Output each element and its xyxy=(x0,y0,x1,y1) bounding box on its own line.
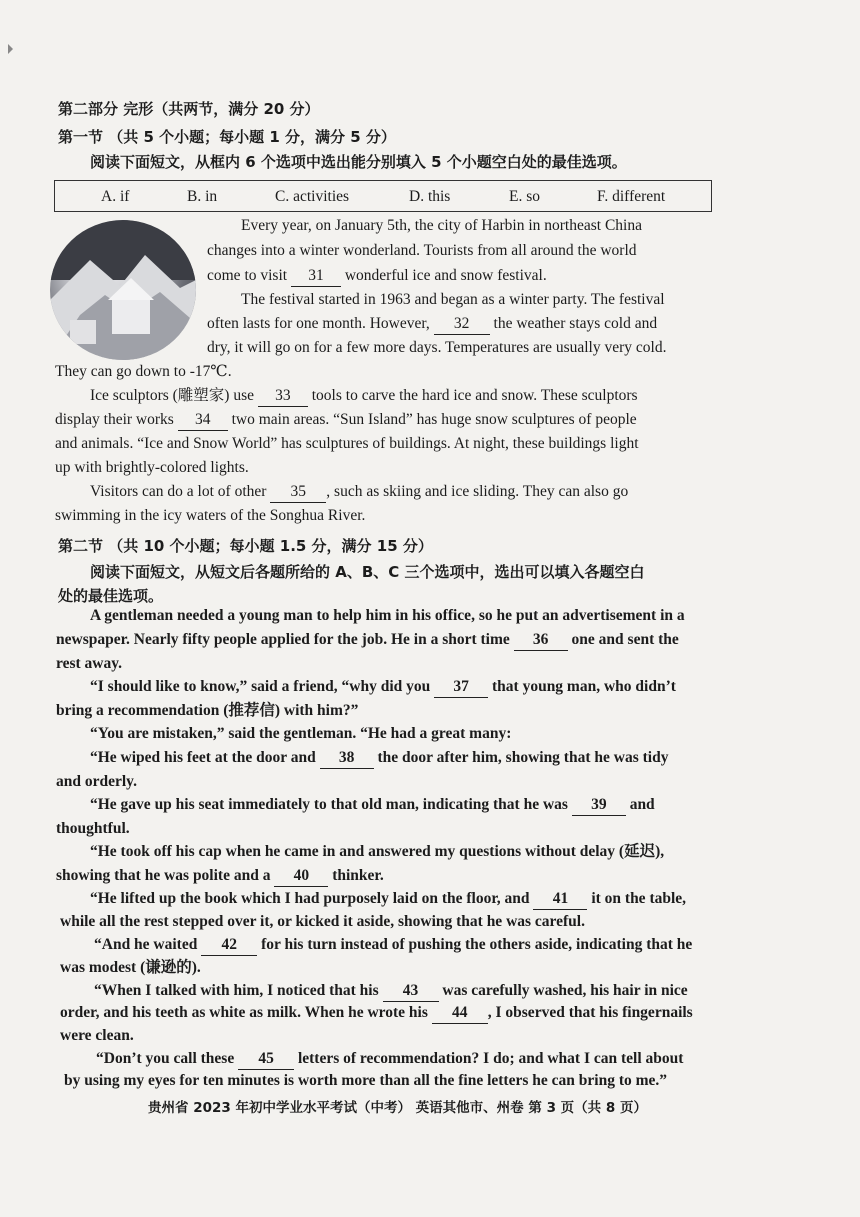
options-box xyxy=(54,180,712,212)
blank-39[interactable]: 39 xyxy=(572,795,626,816)
blank-33[interactable]: 33 xyxy=(258,386,308,407)
section2-title: 第二节 （共 10 个小题；每小题 1.5 分，满分 15 分） xyxy=(58,537,433,555)
passage2-line: was modest (谦逊的). xyxy=(60,959,201,976)
passage1-line: Every year, on January 5th, the city of Harbin in northeast China xyxy=(241,217,642,234)
passage2-line: while all the rest stepped over it, or kicked it aside, showing that he was careful. xyxy=(60,913,585,930)
passage2-line: “He took off his cap when he came in and answered my questions without delay (延迟), xyxy=(90,843,665,860)
passage2-line: newspaper. Nearly fifty people applied for the job. He in a short time 36 one and sent the xyxy=(56,630,679,651)
passage1-line: and animals. “Ice and Snow World” has sculptures of buildings. At night, these buildings light xyxy=(55,435,639,452)
passage2-line: were clean. xyxy=(60,1027,134,1044)
passage2-line: “He wiped his feet at the door and 38 the door after him, showing that he was tidy xyxy=(90,748,668,769)
passage2-line: “Don’t you call these 45 letters of recommendation? I do; and what I can tell about xyxy=(96,1049,683,1070)
blank-31[interactable]: 31 xyxy=(291,266,341,287)
passage1-line: changes into a winter wonderland. Tourists from all around the world xyxy=(207,242,637,259)
page-footer: 贵州省 2023 年初中学业水平考试（中考） 英语其他市、州卷 第 3 页（共 8 页） xyxy=(148,1100,647,1116)
passage2-line: “You are mistaken,” said the gentleman. “He had a great many: xyxy=(90,725,512,742)
passage2-line: “He lifted up the book which I had purposely laid on the floor, and 41 it on the table, xyxy=(90,889,686,910)
blank-41[interactable]: 41 xyxy=(533,889,587,910)
section1-instruction: 阅读下面短文，从框内 6 个选项中选出能分别填入 5 个小题空白处的最佳选项。 xyxy=(90,153,627,171)
corner-mark xyxy=(8,44,13,54)
option-a: A. if xyxy=(101,188,130,205)
blank-34[interactable]: 34 xyxy=(178,410,228,431)
blank-35[interactable]: 35 xyxy=(270,482,326,503)
harbin-ice-festival-photo xyxy=(50,220,196,360)
passage2-line: thoughtful. xyxy=(56,820,130,837)
section2-instruction: 阅读下面短文，从短文后各题所给的 A、B、C 三个选项中，选出可以填入各题空白 xyxy=(90,563,645,581)
passage2-line: “When I talked with him, I noticed that his 43 was carefully washed, his hair in nice xyxy=(94,981,688,1002)
part2-title: 第二部分 完形（共两节，满分 20 分） xyxy=(58,100,320,118)
option-d: D. this xyxy=(409,188,451,205)
passage1-line: display their works 34 two main areas. “Sun Island” has huge snow sculptures of people xyxy=(55,410,637,431)
passage2-line: order, and his teeth as white as milk. When he wrote his 44 , I observed that his fingernails xyxy=(60,1003,693,1024)
blank-36[interactable]: 36 xyxy=(514,630,568,651)
passage2-line: “I should like to know,” said a friend, “why did you 37 that young man, who didn’t xyxy=(90,677,676,698)
passage2-line: and orderly. xyxy=(56,773,137,790)
blank-45[interactable]: 45 xyxy=(238,1049,294,1070)
option-c: C. activities xyxy=(275,188,350,205)
passage1-line: up with brightly-colored lights. xyxy=(55,459,249,476)
passage2-line: bring a recommendation (推荐信) with him?” xyxy=(56,702,359,719)
passage2-line: A gentleman needed a young man to help him in his office, so he put an advertisement in a xyxy=(90,607,685,624)
option-b: B. in xyxy=(187,188,218,205)
blank-42[interactable]: 42 xyxy=(201,935,257,956)
passage2-line: rest away. xyxy=(56,655,123,672)
passage1-line: Visitors can do a lot of other 35 , such as skiing and ice sliding. They can also go xyxy=(90,482,628,503)
passage1-line: often lasts for one month. However, 32 the weather stays cold and xyxy=(207,314,657,335)
section1-title: 第一节 （共 5 个小题；每小题 1 分，满分 5 分） xyxy=(58,128,396,146)
blank-44[interactable]: 44 xyxy=(432,1003,488,1024)
option-e: E. so xyxy=(509,188,540,205)
passage1-line: The festival started in 1963 and began as a winter party. The festival xyxy=(241,291,665,308)
option-f: F. different xyxy=(597,188,666,205)
passage2-line: by using my eyes for ten minutes is worth more than all the fine letters he can bring to me.” xyxy=(64,1072,668,1089)
passage1-line: swimming in the icy waters of the Songhua River. xyxy=(55,507,366,524)
blank-43[interactable]: 43 xyxy=(383,981,439,1002)
blank-38[interactable]: 38 xyxy=(320,748,374,769)
passage2-line: showing that he was polite and a 40 thinker. xyxy=(56,866,384,887)
passage1-line: Ice sculptors (雕塑家) use 33 tools to carve the hard ice and snow. These sculptors xyxy=(90,386,638,407)
passage1-line: They can go down to -17℃. xyxy=(55,363,232,380)
passage1-line: dry, it will go on for a few more days. Temperatures are usually very cold. xyxy=(207,339,667,356)
blank-40[interactable]: 40 xyxy=(274,866,328,887)
passage2-line: “He gave up his seat immediately to that old man, indicating that he was 39 and xyxy=(90,795,655,816)
passage2-line: “And he waited 42 for his turn instead of pushing the others aside, indicating that he xyxy=(94,935,692,956)
section2-instruction: 处的最佳选项。 xyxy=(58,587,164,605)
passage1-line: come to visit 31 wonderful ice and snow festival. xyxy=(207,266,547,287)
blank-32[interactable]: 32 xyxy=(434,314,490,335)
blank-37[interactable]: 37 xyxy=(434,677,488,698)
